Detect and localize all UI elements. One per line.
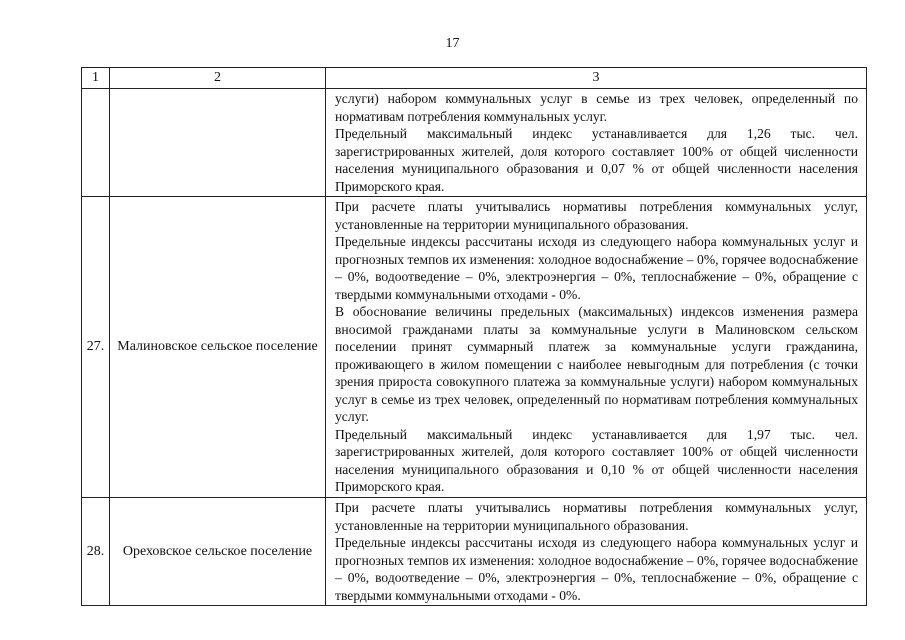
description-paragraph: Предельные индексы рассчитаны исходя из следующего набора коммунальных услуг и прогнозных темпов их изменения: холодное водоснабжение – 0%, горячее водоснабжение – 0%, водоотведение – 0%, электроэнергия – 0%, теплоснабжение – 0%, обращение с твердыми коммунальными отходами - 0%. (335, 234, 858, 302)
description-paragraph: Предельный максимальный индекс устанавливается для 1,97 тыс. чел. зарегистрированных жителей, доля которого составляет 100% от общей численности населения муниципального образования и 0,10 % от общей численности населения Приморского края. (335, 426, 858, 494)
header-col-2: 2 (110, 68, 326, 89)
header-col-1: 1 (82, 68, 110, 89)
settlement-name: Малиновское сельское поселение (110, 197, 326, 498)
table-row (82, 89, 867, 197)
description-paragraph: При расчете платы учитывались нормативы потребления коммунальных услуг, установленные на территории муниципального образования. (335, 199, 858, 232)
page-number: 17 (445, 36, 460, 51)
settlement-name (110, 89, 326, 197)
table-header-row (82, 68, 867, 89)
description-paragraph: Предельный максимальный индекс устанавливается для 1,26 тыс. чел. зарегистрированных жителей, доля которого составляет 100% от общей численности населения муниципального образования и 0,07 % от общей численности населения Приморского края. (335, 126, 858, 194)
header-col-3: 3 (326, 68, 867, 89)
description-paragraph: В обоснование величины предельных (максимальных) индексов изменения размера вносимой гражданами платы за коммунальные услуги в Малиновском сельском поселении принят суммарный платеж за коммунальные услуги гражданина, проживающего в жилом помещении с наиболее невыгодным для потребления (с точки зрения прироста совокупного платежа за коммунальные услуги) набором коммунальных услуг в семье из трех человек, определенный по нормативам потребления коммунальных услуг. (335, 304, 858, 424)
table-row (82, 197, 867, 498)
description-paragraph: При расчете платы учитывались нормативы потребления коммунальных услуг, установленные на территории муниципального образования. (335, 500, 858, 533)
description-cell (326, 498, 867, 606)
row-number (82, 89, 110, 197)
row-number: 27. (82, 197, 110, 498)
description-cell (326, 89, 867, 197)
table-row (82, 498, 867, 606)
settlement-name: Ореховское сельское поселение (110, 498, 326, 606)
description-paragraph: Предельные индексы рассчитаны исходя из следующего набора коммунальных услуг и прогнозных темпов их изменения: холодное водоснабжение – 0%, горячее водоснабжение – 0%, водоотведение – 0%, электроэнергия – 0%, теплоснабжение – 0%, обращение с твердыми коммунальными отходами - 0%. (335, 535, 858, 603)
indices-table (81, 67, 867, 606)
row-number: 28. (82, 498, 110, 606)
description-paragraph: услуги) набором коммунальных услуг в семье из трех человек, определенный по нормативам потребления коммунальных услуг. (335, 91, 858, 124)
description-cell (326, 197, 867, 498)
